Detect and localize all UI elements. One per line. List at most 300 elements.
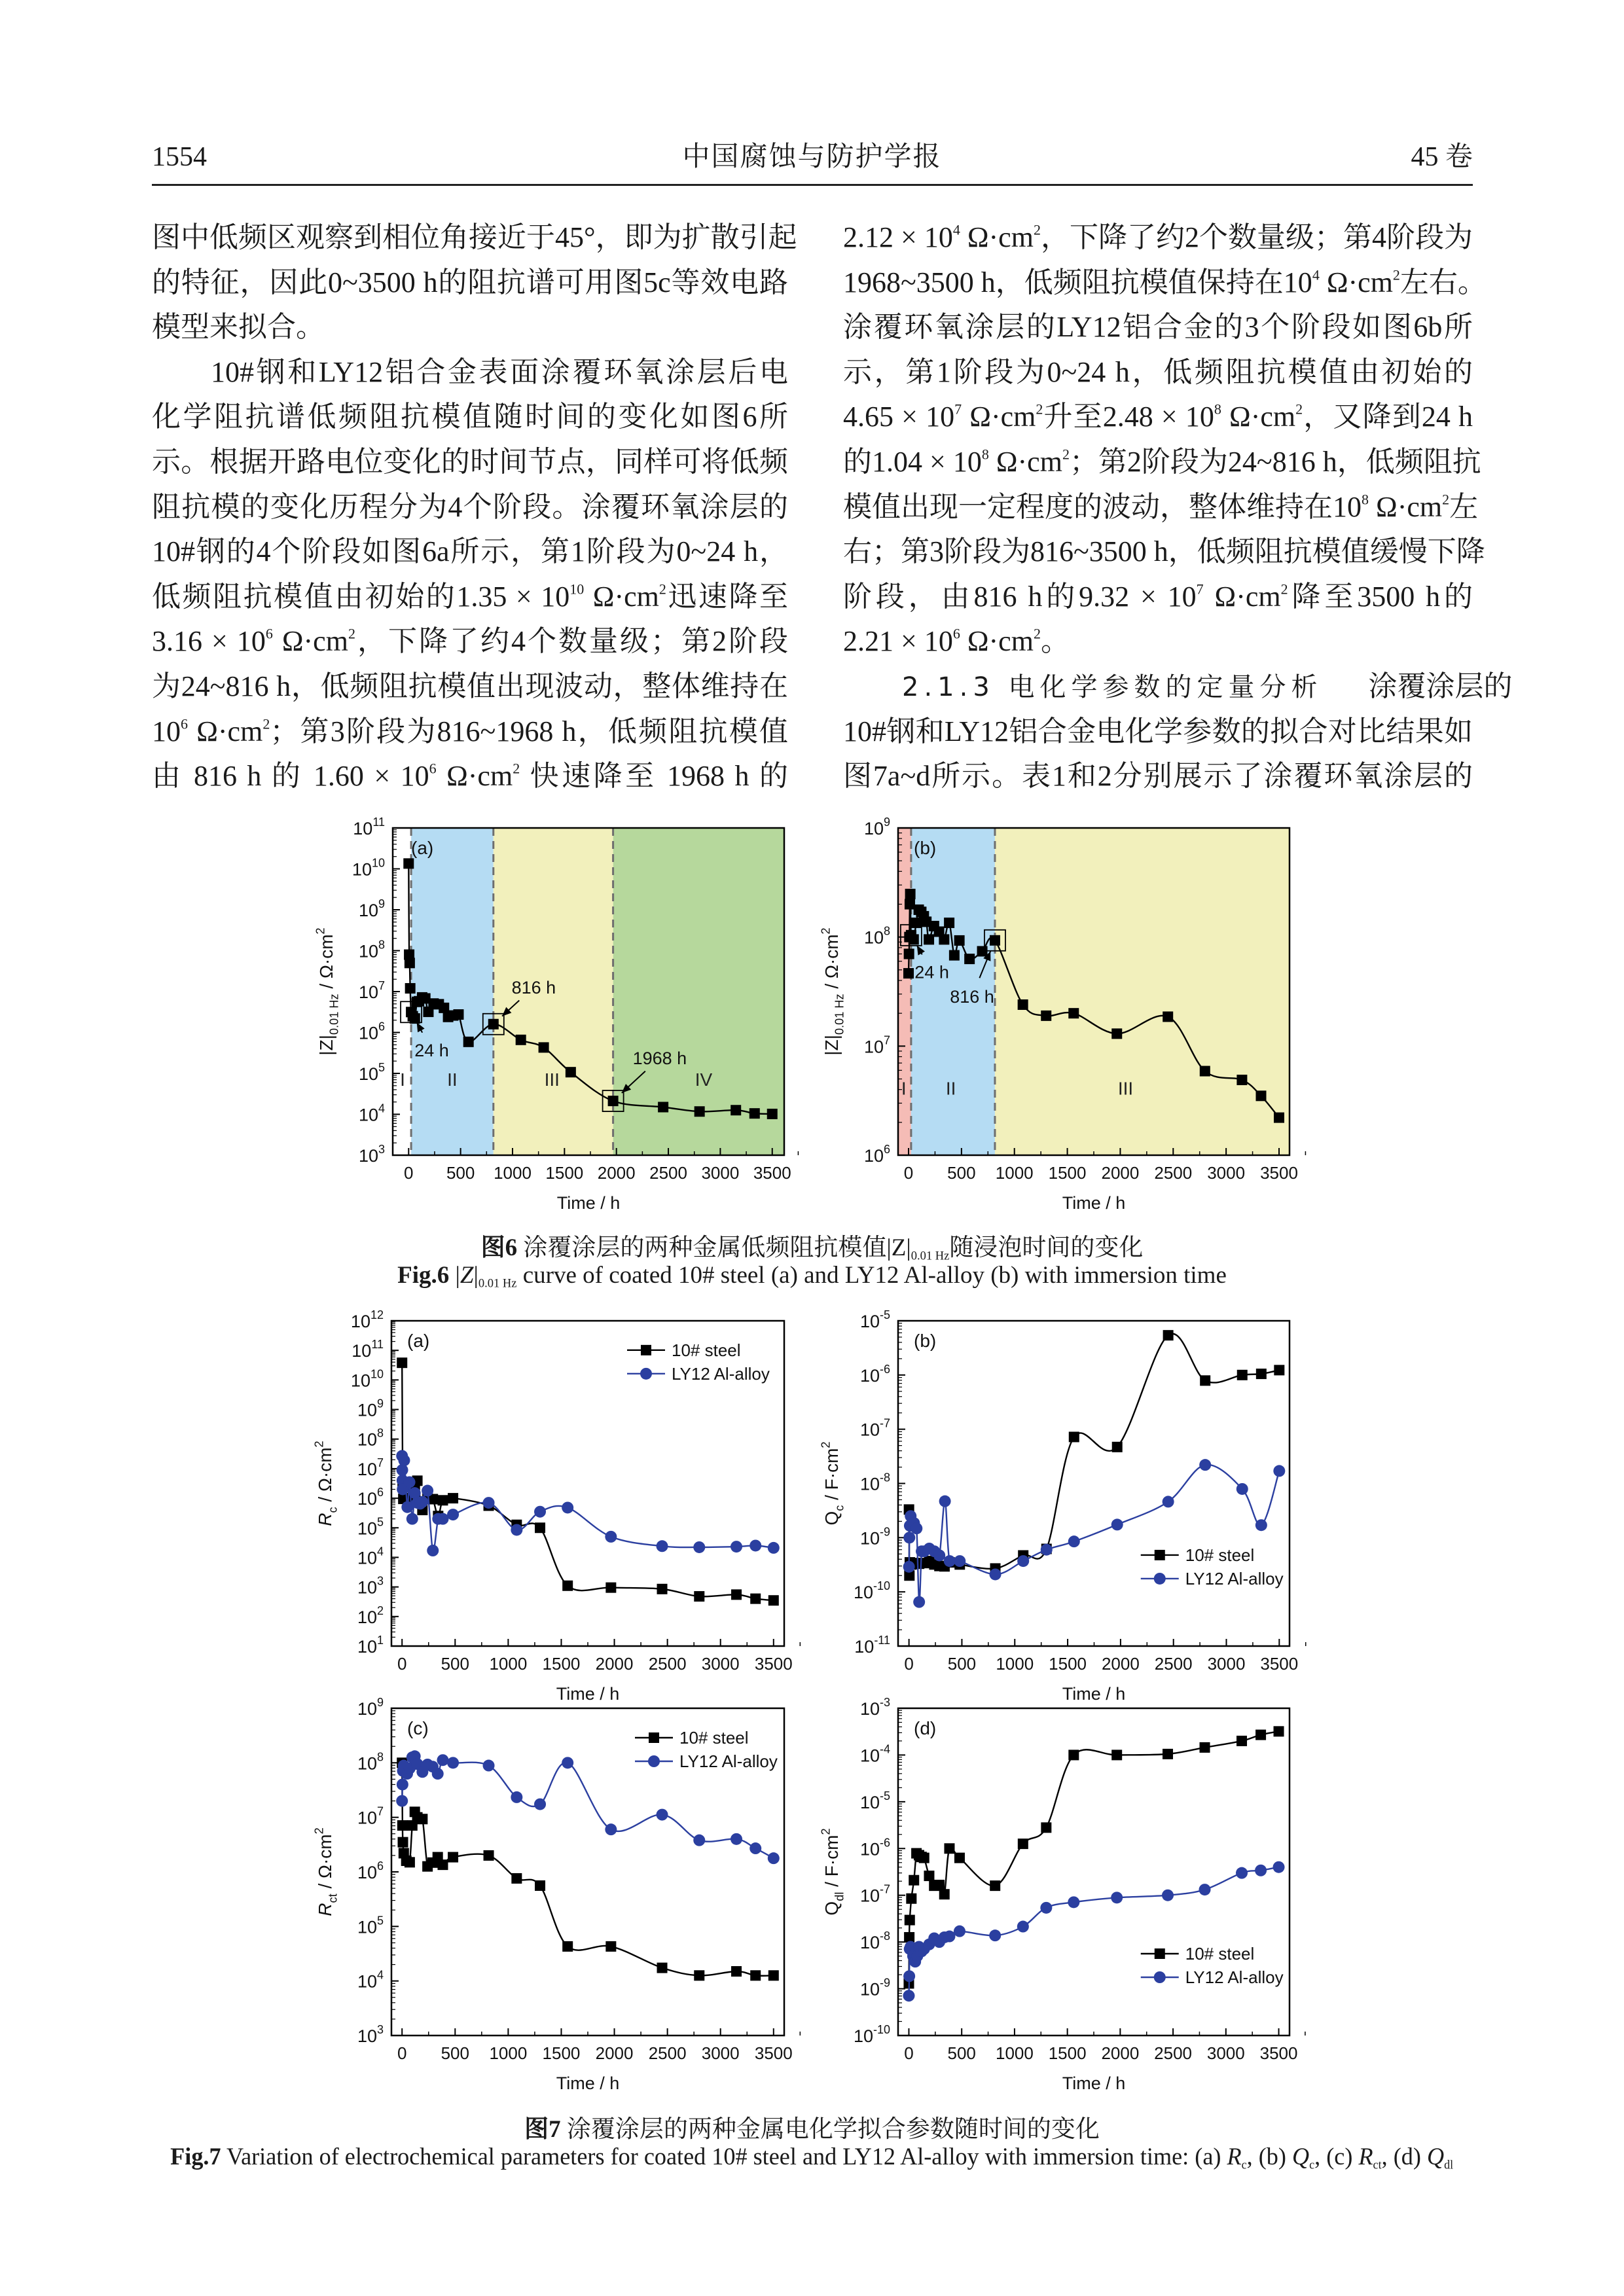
data-point-square <box>768 1595 779 1605</box>
y-tick-label <box>357 1456 384 1479</box>
data-point-square <box>1112 1442 1123 1452</box>
text-line <box>843 709 1473 755</box>
x-tick-label: 2000 <box>1101 2043 1140 2063</box>
y-tick-exponent: 8 <box>376 1426 384 1440</box>
stage-region-III <box>995 828 1290 1155</box>
y-axis-label <box>819 927 846 1055</box>
text-line <box>843 485 1479 530</box>
plot-frame <box>898 1321 1290 1646</box>
superscript: 6 <box>265 625 273 642</box>
y-tick-exponent: -5 <box>879 1308 890 1321</box>
y-tick-label <box>359 1143 385 1166</box>
data-point-circle <box>1017 1921 1029 1933</box>
text-run: , (d) <box>1381 2144 1428 2170</box>
data-point-square <box>1111 1749 1122 1760</box>
y-tick-label <box>359 979 385 1002</box>
y-tick-exponent: -3 <box>879 1696 890 1709</box>
x-tick-label: 500 <box>947 1163 976 1183</box>
y-tick-label <box>357 1859 384 1882</box>
y-tick-base: 10 <box>353 819 373 838</box>
y-tick-label <box>864 816 890 838</box>
data-point-circle <box>1068 1535 1080 1547</box>
text-line <box>152 619 788 664</box>
text-run: Ω·cm <box>1369 490 1443 523</box>
data-point-square <box>909 1875 919 1886</box>
y-tick-exponent: -9 <box>879 1525 890 1539</box>
y-tick-exponent: 7 <box>376 1456 384 1469</box>
text-line <box>843 215 1473 260</box>
data-point-square <box>694 1591 704 1602</box>
data-point-circle <box>731 1541 742 1552</box>
text-run: 10 <box>152 715 181 747</box>
y-tick-exponent: 6 <box>883 1143 890 1156</box>
data-point-circle <box>416 1496 428 1508</box>
y-tick-exponent: -9 <box>879 1976 890 1990</box>
data-point-circle <box>396 1795 408 1807</box>
data-point-square <box>1237 1370 1248 1380</box>
stage-label: I <box>400 1069 405 1090</box>
y-tick-base: 10 <box>358 1064 378 1084</box>
data-point-square <box>398 1837 408 1848</box>
x-tick-label: 1500 <box>542 2043 581 2063</box>
data-point-circle <box>562 1757 573 1768</box>
data-point-square <box>405 1857 415 1867</box>
subscript: c <box>833 1505 846 1511</box>
superscript: 2 <box>262 715 270 732</box>
data-point-circle <box>534 1506 546 1518</box>
x-tick-label: 1000 <box>996 1654 1034 1674</box>
x-tick-label: 3000 <box>701 1163 740 1183</box>
y-tick-base: 10 <box>859 1365 880 1386</box>
data-point-circle <box>913 1596 925 1608</box>
data-point-square <box>990 935 1000 946</box>
x-tick-label: 1000 <box>494 1163 532 1183</box>
y-tick-label <box>864 1033 890 1056</box>
data-point-square <box>944 1843 954 1854</box>
text-line <box>843 619 1473 664</box>
data-point-circle <box>511 1791 522 1803</box>
legend-label: 10# steel <box>679 1728 749 1748</box>
y-tick-exponent: 8 <box>376 1750 384 1764</box>
text-run: ，又降到24 h <box>1303 401 1473 433</box>
superscript: 6 <box>429 760 437 777</box>
y-tick-base: 10 <box>357 1607 377 1627</box>
stage-region-I <box>898 828 911 1155</box>
text-run: 图7 <box>524 2116 561 2143</box>
data-point-square <box>1256 1369 1267 1379</box>
data-point-circle <box>398 1454 410 1466</box>
data-point-circle <box>406 1513 418 1525</box>
data-point-circle <box>903 1990 914 2001</box>
data-point-square <box>657 1963 668 1973</box>
label-run: / F·cm <box>821 1835 842 1892</box>
data-point-square <box>1236 1075 1247 1085</box>
data-point-circle <box>903 1561 915 1573</box>
y-tick-label <box>359 1020 385 1043</box>
text-run: 10#钢和LY12铝合金电化学参数的拟合对比结果如 <box>843 715 1473 747</box>
data-point-circle <box>911 1522 922 1534</box>
y-tick-base: 10 <box>358 1146 378 1166</box>
data-point-square <box>1200 1742 1210 1753</box>
y-tick-base: 10 <box>357 1637 377 1657</box>
y-tick-exponent: -8 <box>879 1929 890 1943</box>
chart-fig7b <box>810 1301 1316 1725</box>
x-tick-label: 3000 <box>701 2043 740 2063</box>
data-point-circle <box>657 1540 668 1552</box>
y-tick-exponent: 12 <box>370 1308 384 1321</box>
text-run: 左 <box>1449 490 1479 523</box>
subscript: ct <box>1373 2159 1382 2172</box>
superscript: 2 <box>312 1827 326 1835</box>
panel-label: (a) <box>407 1331 430 1351</box>
data-point-square <box>924 934 934 944</box>
y-tick-exponent: 5 <box>376 1515 384 1529</box>
text-run: , (b) <box>1246 2144 1293 2170</box>
plot-area <box>819 1696 1305 2093</box>
data-point-circle <box>437 1513 448 1525</box>
panel-label: (d) <box>914 1718 937 1738</box>
y-tick-base: 10 <box>357 1518 377 1539</box>
data-point-circle <box>1068 1896 1079 1908</box>
y-axis-label <box>819 1828 846 1915</box>
y-tick-exponent: 9 <box>376 1696 384 1709</box>
y-tick-label <box>357 1397 384 1420</box>
data-point-circle <box>939 1496 951 1507</box>
legend <box>635 1728 778 1771</box>
superscript: 8 <box>1362 490 1369 507</box>
data-point-circle <box>1273 1861 1285 1873</box>
legend-label: LY12 Al-alloy <box>1185 1568 1284 1588</box>
data-point-square <box>605 1941 616 1952</box>
text-run: Variation of electrochemical parameters for coated 10# steel and LY12 Al-alloy with immersion time: (a) <box>221 2144 1227 2170</box>
y-tick-label <box>357 2023 384 2046</box>
text-run: 模型来拟合。 <box>152 311 325 344</box>
text-run: Ω·cm <box>962 401 1036 433</box>
x-tick-label: 0 <box>397 2043 407 2063</box>
data-point-square <box>949 950 960 961</box>
subscript: dl <box>833 1892 846 1901</box>
text-line <box>152 529 788 575</box>
data-point-circle <box>432 1768 444 1780</box>
text-run: curve of coated 10# steel (a) and LY12 Al-alloy (b) with immersion time <box>516 1262 1227 1289</box>
data-point-square <box>439 1003 449 1013</box>
text-run: Ω·cm <box>960 221 1034 253</box>
panel-label: (c) <box>407 1718 429 1738</box>
text-run: Q <box>1292 2144 1310 2170</box>
data-point-circle <box>427 1545 439 1556</box>
y-tick-exponent: -8 <box>879 1471 890 1484</box>
text-run: Ω·cm <box>188 715 263 747</box>
y-tick-label <box>864 925 890 948</box>
data-point-square <box>488 1019 499 1030</box>
data-point-square <box>649 1732 659 1743</box>
data-point-square <box>516 1035 526 1045</box>
data-point-circle <box>397 1778 408 1790</box>
data-point-square <box>641 1345 651 1355</box>
data-point-square <box>1274 1726 1284 1736</box>
annotation-label: 24 h <box>414 1041 449 1061</box>
legend-label: LY12 Al-alloy <box>672 1363 770 1384</box>
text-run: Ω·cm <box>960 625 1034 658</box>
y-tick-label <box>854 1634 890 1657</box>
stage-label: II <box>447 1069 458 1090</box>
text-run: 为24~816 h，低频阻抗模值出现波动，整体维持在 <box>152 670 788 702</box>
superscript: 7 <box>954 401 962 418</box>
panel-label: (a) <box>411 838 434 858</box>
x-tick-label: 3500 <box>754 2043 793 2063</box>
text-run: 阶段，由816 h的9.32 × 10 <box>843 580 1197 613</box>
y-tick-base: 10 <box>357 1577 377 1598</box>
data-point-square <box>750 1970 761 1981</box>
x-tick-label: 3000 <box>1207 1163 1246 1183</box>
data-point-circle <box>657 1809 668 1821</box>
text-run: 涂覆涂层的 <box>1368 670 1513 702</box>
panel-label: (b) <box>914 838 937 858</box>
data-point-square <box>658 1102 668 1112</box>
stage-label: III <box>1117 1078 1134 1099</box>
text-line <box>843 575 1473 620</box>
data-point-square <box>1155 1948 1165 1959</box>
x-tick-label: 0 <box>397 1654 407 1674</box>
text-run: 降至3500 h的 <box>1288 580 1473 613</box>
data-point-square <box>944 918 954 928</box>
data-point-circle <box>1111 1518 1123 1530</box>
data-point-square <box>403 858 414 869</box>
series-line-0 <box>402 1363 774 1600</box>
data-point-circle <box>990 1568 1001 1580</box>
text-line <box>843 529 1485 575</box>
label-run: R <box>315 1513 335 1526</box>
x-tick-label: 1000 <box>995 1163 1034 1183</box>
y-tick-base: 10 <box>357 1808 377 1828</box>
x-tick-label: 3000 <box>701 1654 740 1674</box>
data-point-square <box>448 1493 458 1503</box>
y-tick-exponent: 8 <box>883 924 890 938</box>
data-point-circle <box>943 1931 955 1943</box>
data-point-circle <box>1040 1902 1052 1914</box>
superscript: 2 <box>819 927 833 935</box>
y-tick-label <box>359 1061 385 1084</box>
y-tick-base: 10 <box>357 1459 377 1479</box>
y-tick-label <box>860 1363 890 1386</box>
x-tick-label: 2500 <box>648 1654 687 1674</box>
y-tick-label <box>860 1525 890 1548</box>
y-tick-base: 10 <box>358 1105 378 1125</box>
y-tick-label <box>860 1883 890 1906</box>
text-line <box>843 350 1473 395</box>
superscript: 2 <box>314 927 327 935</box>
data-point-square <box>405 958 415 968</box>
x-axis-label: Time / h <box>1062 2073 1126 2093</box>
y-tick-label <box>359 897 385 920</box>
label-run: |Z| <box>821 1035 842 1056</box>
superscript: 7 <box>1196 581 1204 598</box>
text-line <box>152 754 788 799</box>
y-tick-base: 10 <box>859 1699 880 1719</box>
data-point-circle <box>749 1842 761 1854</box>
superscript: 2 <box>819 1828 833 1835</box>
y-tick-label <box>854 1579 890 1602</box>
text-run: 低频阻抗模值由初始的1.35 × 10 <box>152 580 570 613</box>
data-point-square <box>906 1893 916 1904</box>
data-point-square <box>535 1880 545 1891</box>
data-point-square <box>1068 1749 1079 1760</box>
data-point-circle <box>954 1926 965 1937</box>
data-point-square <box>905 1915 915 1926</box>
text-run: 10#钢和LY12铝合金表面涂覆环氧涂层后电 <box>211 355 788 388</box>
plot-area <box>819 1308 1305 1704</box>
data-point-circle <box>648 1755 660 1767</box>
data-point-circle <box>404 1477 416 1488</box>
data-point-square <box>539 1042 549 1052</box>
y-tick-base: 10 <box>859 1528 880 1549</box>
data-point-circle <box>1154 1573 1166 1585</box>
y-tick-base: 10 <box>859 1474 880 1494</box>
y-tick-base: 10 <box>357 1548 377 1568</box>
y-tick-base: 10 <box>357 1971 377 1992</box>
superscript: 4 <box>952 221 960 238</box>
label-run: / Ω·cm <box>821 934 842 994</box>
data-point-square <box>1155 1550 1165 1560</box>
label-run: / Ω·cm <box>316 934 336 994</box>
annotation-label: 24 h <box>914 962 949 982</box>
chart-fig6a <box>304 808 810 1234</box>
data-point-square <box>437 1859 448 1870</box>
data-point-circle <box>944 1555 956 1567</box>
text-run: 。 <box>1040 625 1070 658</box>
y-tick-exponent: 7 <box>376 1804 384 1818</box>
data-point-square <box>566 1067 576 1077</box>
text-run: Ω·cm <box>584 580 659 613</box>
header-divider <box>152 184 1473 186</box>
text-run: ；第3阶段为816~1968 h，低频阻抗模值 <box>270 715 788 747</box>
legend-label: 10# steel <box>672 1340 741 1360</box>
x-axis-label: Time / h <box>556 2073 620 2093</box>
stage-label: II <box>945 1078 956 1099</box>
text-run: Z <box>460 1262 474 1289</box>
y-tick-base: 10 <box>859 1420 880 1440</box>
data-point-circle <box>1236 1483 1248 1495</box>
y-tick-base: 10 <box>358 941 378 961</box>
text-run: 化学阻抗谱低频阻抗模值随时间的变化如图6所 <box>152 401 788 433</box>
y-tick-exponent: 5 <box>378 1061 385 1074</box>
data-point-circle <box>1154 1971 1166 1983</box>
y-tick-base: 10 <box>859 1312 880 1331</box>
x-tick-label: 500 <box>947 1654 977 1674</box>
x-tick-label: 3000 <box>1206 2043 1245 2063</box>
y-tick-exponent: -4 <box>879 1742 890 1756</box>
data-point-square <box>939 934 949 944</box>
text-run: Q <box>1427 2144 1445 2170</box>
y-tick-exponent: -7 <box>879 1882 890 1896</box>
data-point-circle <box>447 1509 459 1520</box>
panel-label: (b) <box>914 1331 937 1351</box>
data-point-square <box>448 1852 458 1863</box>
data-point-circle <box>483 1760 495 1772</box>
data-point-square <box>694 1970 704 1981</box>
superscript: 8 <box>1214 401 1221 418</box>
y-tick-exponent: 11 <box>371 1338 384 1352</box>
text-line <box>152 215 797 260</box>
data-point-square <box>750 1594 761 1604</box>
y-tick-base: 10 <box>863 1146 884 1166</box>
data-point-square <box>695 1106 705 1117</box>
y-tick-base: 10 <box>350 1312 370 1331</box>
figure-6-caption-en <box>0 1261 1624 1289</box>
text-run: | <box>449 1262 460 1289</box>
superscript: 4 <box>1312 266 1320 283</box>
text-column-right <box>843 215 1513 799</box>
annotation-label: 816 h <box>950 987 994 1007</box>
x-tick-label: 2500 <box>648 2043 687 2063</box>
annotation-label: 816 h <box>511 978 556 998</box>
y-tick-base: 10 <box>357 1400 377 1420</box>
data-point-circle <box>1111 1892 1123 1903</box>
y-tick-exponent: 2 <box>376 1604 384 1617</box>
y-axis-label <box>312 1441 339 1526</box>
data-point-square <box>562 1581 573 1591</box>
stage-region-II <box>411 828 494 1155</box>
x-tick-label: 1500 <box>545 1163 584 1183</box>
data-point-square <box>909 934 919 944</box>
data-point-square <box>990 1880 1000 1891</box>
data-point-square <box>1018 1839 1028 1849</box>
y-tick-base: 10 <box>357 1429 377 1450</box>
data-point-circle <box>534 1799 546 1810</box>
y-tick-base: 10 <box>357 1489 377 1509</box>
text-run: Ω·cm <box>1221 401 1296 433</box>
y-tick-exponent: 7 <box>378 979 385 992</box>
text-run: 1968~3500 h，低频阻抗模值保持在10 <box>843 266 1312 298</box>
y-tick-base: 10 <box>357 1863 377 1882</box>
x-tick-label: 1000 <box>489 1654 528 1674</box>
y-tick-base: 10 <box>863 819 884 838</box>
x-tick-label: 3500 <box>753 1163 791 1183</box>
text-run: 2.12 × 10 <box>843 221 953 253</box>
journal-title: 中国腐蚀与防护学报 <box>682 142 942 172</box>
y-tick-label <box>860 1696 890 1719</box>
x-tick-label: 1500 <box>1048 1163 1087 1183</box>
data-point-circle <box>989 1929 1001 1941</box>
x-tick-label: 0 <box>903 1163 914 1183</box>
plot-area <box>819 816 1305 1213</box>
text-run: 的1.04 × 10 <box>843 445 982 478</box>
x-tick-label: 0 <box>904 2043 914 2063</box>
y-axis-label <box>312 1827 339 1916</box>
data-point-square <box>731 1966 742 1977</box>
data-point-square <box>437 1495 448 1505</box>
data-point-square <box>453 1009 463 1020</box>
x-tick-label: 1000 <box>995 2043 1034 2063</box>
x-axis-label: Time / h <box>556 1193 621 1213</box>
y-tick-base: 10 <box>863 927 884 948</box>
data-point-square <box>919 1853 929 1863</box>
text-line <box>152 664 788 709</box>
x-tick-label: 2000 <box>1101 1163 1140 1183</box>
y-tick-base: 10 <box>352 1341 372 1361</box>
text-line <box>152 305 788 350</box>
data-point-square <box>605 1583 616 1593</box>
text-run: 阻抗模的变化历程分为4个阶段。涂覆环氧涂层的 <box>152 490 788 523</box>
data-point-square <box>905 889 916 899</box>
y-tick-base: 10 <box>358 901 378 920</box>
y-tick-exponent: 9 <box>883 816 890 829</box>
y-tick-exponent: -10 <box>873 2023 890 2036</box>
text-line <box>152 709 788 755</box>
text-run: 3.16 × 10 <box>152 625 266 658</box>
y-tick-base: 10 <box>859 1792 880 1812</box>
y-tick-exponent: 4 <box>376 1545 384 1558</box>
